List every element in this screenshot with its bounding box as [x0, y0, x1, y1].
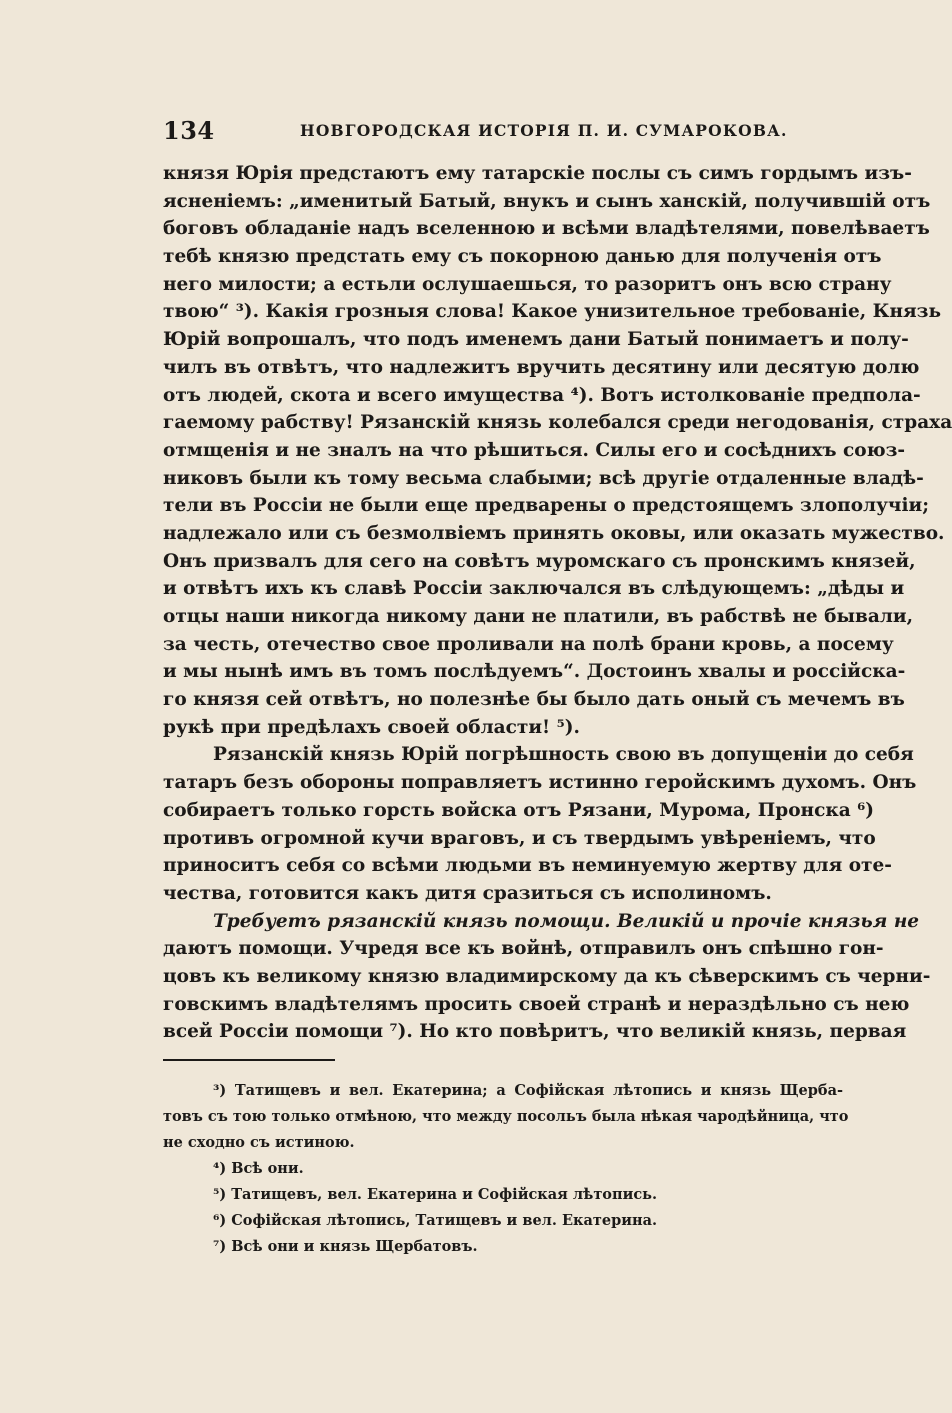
text-line: приноситъ себя со всѣми людьми въ неминуемую жертву для оте-	[163, 855, 892, 877]
text-line: князя Юрія предстаютъ ему татарскіе послы съ симъ гордымъ изъ-	[163, 163, 912, 184]
text-line: никовъ были къ тому весьма слабыми; всѣ другіе отдаленные владѣ-	[163, 467, 924, 489]
main-text	[163, 160, 952, 1046]
page-number: 134	[163, 116, 215, 145]
text-line: твою“ ³). Какія грозныя слова! Какое унизительное требованіе, Князь	[163, 301, 942, 323]
text-line: чества, готовится какъ дитя сразиться съ исполиномъ.	[163, 882, 772, 904]
text-line: даютъ помощи. Учредя все къ войнѣ, отправилъ онъ спѣшно гон-	[163, 938, 884, 960]
text-line: отъ людей, скота и всего имущества ⁴). Вотъ истолкованіе предпола-	[163, 384, 921, 406]
text-line: чилъ въ отвѣтъ, что надлежитъ вручить десятину или десятую долю	[163, 356, 920, 378]
text-line: татаръ безъ обороны поправляетъ истинно геройскимъ духомъ. Онъ	[163, 772, 917, 794]
footnotes	[163, 1078, 849, 1260]
text-line: всей Россіи помощи ⁷). Но кто повѣритъ, что великій князь, первая	[163, 1021, 907, 1043]
text-line: говскимъ владѣтелямъ просить своей странѣ и нераздѣльно съ нею	[163, 993, 910, 1015]
text-line: за честь, отечество свое проливали на полѣ брани кровь, а посему	[163, 633, 894, 655]
text-line: собираетъ только горсть войска отъ Рязани, Мурома, Пронска ⁶)	[163, 799, 874, 821]
text-line: гаемому рабству! Рязанскій князь колебался среди негодованія, страха	[163, 412, 952, 434]
text-line: боговъ обладаніе надъ вселенною и всѣми владѣтелями, повелѣваетъ	[163, 218, 930, 240]
text-line: отмщенія и не зналъ на что рѣшиться. Силы его и сосѣднихъ союз-	[163, 439, 906, 461]
text-line: и отвѣтъ ихъ къ славѣ Россіи заключался въ слѣдующемъ: „дѣды и	[163, 578, 905, 600]
footnote-line: ⁵) Татищевъ, вел. Екатерина и Софійская лѣтопись.	[213, 1186, 658, 1203]
footnote-line: не сходно съ истиною.	[163, 1134, 355, 1151]
footnote-divider	[163, 1059, 335, 1061]
footnote-line: ⁴) Всѣ они.	[213, 1160, 304, 1177]
text-line: Юрій вопрошалъ, что подъ именемъ дани Батый понимаетъ и полу-	[163, 329, 909, 351]
page-header	[163, 116, 843, 146]
text-line: цовъ къ великому князю владимирскому да къ сѣверскимъ съ черни-	[163, 965, 931, 987]
text-line: ясненіемъ: „именитый Батый, внукъ и сынъ ханскій, получившій отъ	[163, 190, 931, 212]
text-line: Онъ призвалъ для сего на совѣтъ муромскаго съ пронскимъ князей,	[163, 550, 916, 572]
text-line: и мы нынѣ имъ въ томъ послѣдуемъ“. Достоинъ хвалы и россійска-	[163, 661, 906, 683]
footnote-line: ⁷) Всѣ они и князь Щербатовъ.	[213, 1238, 478, 1255]
text-line: Рязанскій князь Юрій погрѣшность свою въ допущеніи до себя	[213, 744, 914, 766]
side-heading-line: Требуетъ рязанскій князь помощи. Великій и прочіе князья не	[213, 910, 920, 932]
text-line: рукѣ при предѣлахъ своей области! ⁵).	[163, 716, 580, 738]
footnote-line: ³) Татищевъ и вел. Екатерина; а Софійская лѣтопись и князь Щерба-	[213, 1082, 843, 1099]
text-line: противъ огромной кучи враговъ, и съ твердымъ увѣреніемъ, что	[163, 827, 876, 849]
running-head: НОВГОРОДСКАЯ ИСТОРІЯ П. И. СУМАРОКОВА.	[300, 121, 788, 140]
text-line: надлежало или съ безмолвіемъ принять оковы, или оказать мужество.	[163, 522, 945, 544]
footnote-line: товъ съ тою только отмѣною, что между посольъ была нѣкая чародѣйница, что	[163, 1108, 849, 1125]
text-line: него милости; а естьли ослушаешься, то разоритъ онъ всю страну	[163, 273, 892, 295]
text-line: го князя сей отвѣтъ, но полезнѣе бы было дать оный съ мечемъ въ	[163, 689, 905, 711]
text-line: отцы наши никогда никому дани не платили, въ рабствѣ не бывали,	[163, 606, 914, 627]
footnote-line: ⁶) Софійская лѣтопись, Татищевъ и вел. Екатерина.	[213, 1212, 658, 1229]
text-line: тели въ Россіи не были еще предварены о предстоящемъ злополучіи;	[163, 495, 930, 517]
text-line: тебѣ князю предстать ему съ покорною данью для полученія отъ	[163, 246, 882, 268]
